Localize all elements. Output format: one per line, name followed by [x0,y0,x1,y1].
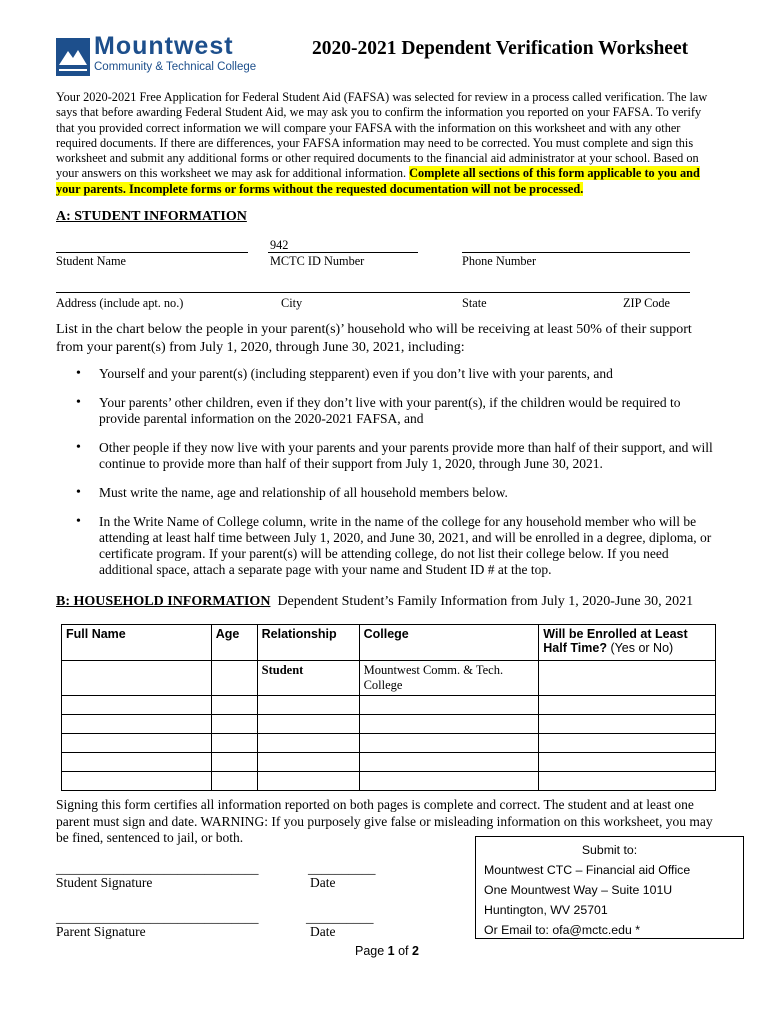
cell-relationship[interactable] [257,753,359,772]
logo-subtitle: Community & Technical College [94,61,257,73]
cell-enrolled[interactable] [539,715,716,734]
cell-enrolled[interactable] [539,772,716,791]
student-date-label: Date [310,875,336,890]
submit-title: Submit to: [581,843,638,857]
cell-full-name[interactable] [62,734,212,753]
cell-age[interactable] [211,734,257,753]
page-current: 1 [387,944,395,958]
household-criteria-list [76,366,716,591]
intro-text: Your 2020-2021 Free Application for Federal Student Aid (FAFSA) was selected for review in a process called verification. The law says that before awarding Federal Student Aid, we may ask you to confirm the information you reported on your FAFSA. To verify that you provided correct information we will compare your FAFSA with the information on this worksheet and with any other required documents. If there are differences, your FAFSA information may need to be corrected. You must complete and sign this worksheet and submit any additional forms or other required documents to the financial aid administrator at your school. Based on your answers on this worksheet we may ask for additional information. [56,90,708,181]
col-header-college: College [359,625,539,661]
cell-full-name[interactable] [62,661,212,696]
cell-enrolled[interactable] [539,753,716,772]
student-date-line[interactable]: __________ [308,861,376,876]
address-label: Address (include apt. no.) [56,296,184,310]
cell-full-name[interactable] [62,715,212,734]
student-signature-line[interactable]: ______________________________ [56,861,259,876]
cell-full-name[interactable] [62,753,212,772]
state-label: State [462,296,487,310]
cell-age[interactable] [211,753,257,772]
table-row [62,734,716,753]
cell-college: Mountwest Comm. & Tech. College [359,661,539,696]
cell-college[interactable] [359,753,539,772]
cell-relationship[interactable] [257,715,359,734]
intro-paragraph [56,90,718,197]
address-field[interactable] [56,292,690,293]
table-row [62,696,716,715]
submit-city: Huntington, WV 25701 [484,903,608,917]
phone-number-field[interactable] [462,252,690,253]
cell-relationship[interactable] [257,772,359,791]
cell-relationship: Student [257,661,359,696]
page-prefix: Page [355,944,388,958]
cell-enrolled[interactable] [539,696,716,715]
id-number-field[interactable] [268,252,418,253]
page-number [355,944,419,958]
cell-age[interactable] [211,715,257,734]
list-item: • Your parents’ other children, even if they don’t live with your parent(s), if the children would be required to provide parental information on the 2020-2021 FAFSA, and [76,395,716,427]
cell-enrolled[interactable] [539,661,716,696]
intro-highlight: Complete all sections of this form applicable to you and your parents. Incomplete forms or forms without the requested documentation will not be processed. [56,166,700,196]
certification-text: Signing this form certifies all information reported on both pages is complete and correct. The student and at least one parent must sign and date. WARNING: If you purposely give false or misleading information on this worksheet, you may be fined, sentenced to jail, or both. [56,797,713,845]
household-table [61,624,716,791]
household-intro: List in the chart below the people in your parent(s)’ household who will be receiving at least 50% of their support from your parent(s) from July 1, 2020, through June 30, 2021, including: [56,322,692,355]
college-logo [56,34,270,78]
cell-full-name[interactable] [62,696,212,715]
student-name-field[interactable] [56,252,248,253]
cell-full-name[interactable] [62,772,212,791]
list-item: • Must write the name, age and relationship of all household members below. [76,485,716,501]
col-header-relationship: Relationship [257,625,359,661]
section-b-heading [56,594,693,610]
parent-date-line[interactable]: __________ [306,910,374,925]
list-item: • Other people if they now live with your parents and your parents provide more than half of their support, and will continue to provide more than half of their support from July 1, 2020, through June 30, 2021. [76,440,716,472]
cell-enrolled[interactable] [539,734,716,753]
student-signature-label: Student Signature [56,875,153,890]
cell-relationship[interactable] [257,734,359,753]
list-item: • In the Write Name of College column, write in the name of the college for any household member who will be attending at least half time between July 1, 2020, and June 30, 2021, and will be enrolled in a degree, diploma, or certificate program. If your parent(s) will be attending college, do not list their college below. If you need additional space, attach a separate page with your name and Student ID # at the top. [76,514,716,578]
col-header-full-name: Full Name [62,625,212,661]
id-prefix: 942 [270,238,289,252]
submit-to-box [475,836,744,939]
cell-relationship[interactable] [257,696,359,715]
id-number-label: MCTC ID Number [270,254,365,268]
enrolled-note: (Yes or No) [610,641,674,655]
zip-label: ZIP Code [623,296,671,310]
submit-email[interactable]: Or Email to: ofa@mctc.edu * [484,923,640,937]
table-row [62,661,716,696]
list-item: • Yourself and your parent(s) (including stepparent) even if you don’t live with your parents, and [76,366,716,382]
parent-date-label: Date [310,924,336,939]
logo-name: Mountwest [94,32,234,60]
cell-age[interactable] [211,661,257,696]
page-total: 2 [412,944,419,958]
parent-signature-label: Parent Signature [56,924,146,939]
col-header-age: Age [211,625,257,661]
city-label: City [281,296,303,310]
submit-office: Mountwest CTC – Financial aid Office [484,863,691,877]
cell-age[interactable] [211,696,257,715]
cell-college[interactable] [359,734,539,753]
mountain-logo-icon [56,38,90,76]
enrolled-question: Will be Enrolled at Least Half Time? [543,627,688,655]
table-row [62,715,716,734]
cell-age[interactable] [211,772,257,791]
submit-street: One Mountwest Way – Suite 101U [484,883,673,897]
page-title: 2020-2021 Dependent Verification Worksheet [312,38,689,59]
student-name-label: Student Name [56,254,127,268]
table-row [62,753,716,772]
col-header-enrolled [539,625,716,661]
section-b-title: B: HOUSEHOLD INFORMATION [56,594,271,609]
phone-number-label: Phone Number [462,254,537,268]
table-row [62,772,716,791]
section-a-heading: A: STUDENT INFORMATION [56,209,247,224]
cell-college[interactable] [359,696,539,715]
section-b-subtitle: Dependent Student’s Family Information from July 1, 2020-June 30, 2021 [277,594,694,609]
cell-college[interactable] [359,772,539,791]
cell-college[interactable] [359,715,539,734]
page-of: of [394,944,412,958]
parent-signature-line[interactable]: ______________________________ [56,910,259,925]
